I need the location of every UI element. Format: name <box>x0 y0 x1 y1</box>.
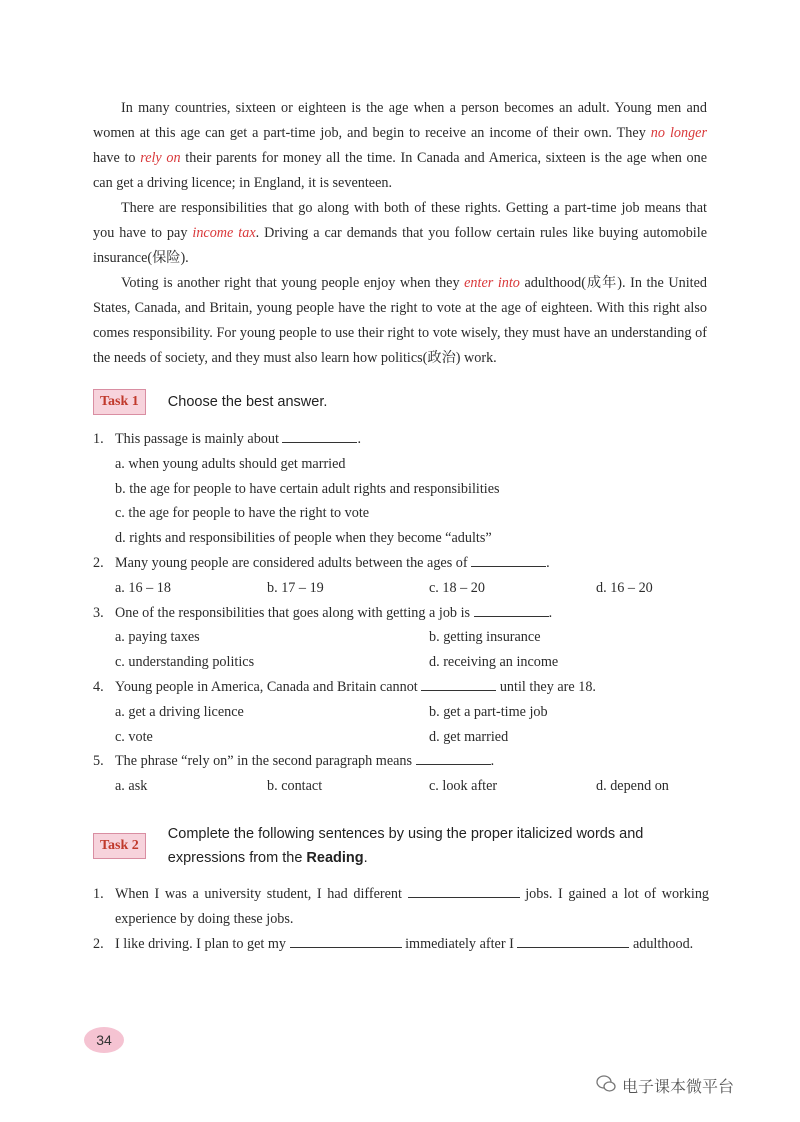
question-text: This passage is mainly about <box>115 431 279 447</box>
sentence-part: adulthood. <box>632 936 694 952</box>
highlight-income-tax: income tax <box>192 225 256 241</box>
answer-blank[interactable] <box>282 428 357 443</box>
task2-label: Task 2 <box>93 833 146 859</box>
question-number: 5. <box>93 753 104 770</box>
option-a[interactable]: a. ask <box>115 778 148 795</box>
options-row <box>93 625 713 650</box>
option-b[interactable]: b. contact <box>267 778 323 795</box>
answer-blank[interactable] <box>517 933 629 948</box>
task1-header <box>93 389 327 415</box>
task2-questions <box>93 882 709 957</box>
watermark <box>596 1074 734 1097</box>
option-b[interactable]: b. get a part-time job <box>429 703 548 720</box>
question-2 <box>93 551 713 576</box>
question-end: . <box>546 554 550 571</box>
sentence-part: I like driving. I plan to get my <box>115 936 287 952</box>
reading-paragraph-2 <box>93 196 707 271</box>
option-d[interactable]: d. 16 – 20 <box>596 579 653 596</box>
option-a[interactable]: a. paying taxes <box>115 629 200 646</box>
question-5 <box>93 749 713 774</box>
question-number: 2. <box>93 554 104 571</box>
task2-question-1 <box>93 882 709 932</box>
page-number: 34 <box>84 1027 124 1053</box>
answer-blank[interactable] <box>416 750 491 765</box>
question-1 <box>93 427 713 452</box>
options-row <box>93 725 713 750</box>
option-c[interactable]: c. vote <box>115 728 153 745</box>
text: their parents for money all the time. In Canada and America, sixteen is the age when one can get a driving licence; in England, it is seventeen. <box>93 150 708 191</box>
question-number: 2. <box>93 936 104 952</box>
question-number: 4. <box>93 678 104 695</box>
question-text: One of the responsibilities that goes along with getting a job is <box>115 604 471 621</box>
task1-label: Task 1 <box>93 389 146 415</box>
text: There are responsibilities that go along with both of these rights. Getting a part-time job means that you have to pay <box>93 200 707 241</box>
option-a[interactable]: a. when young adults should get married <box>115 455 346 472</box>
question-end: . <box>490 753 495 770</box>
instruction-end: . <box>363 850 368 866</box>
reading-paragraph-3 <box>93 271 707 371</box>
option-c[interactable]: c. look after <box>429 778 498 795</box>
sentence-part: When I was a university student, I had different <box>115 886 402 902</box>
answer-blank[interactable] <box>421 676 496 691</box>
question-end: until they are 18. <box>499 678 596 695</box>
option-b[interactable]: b. 17 – 19 <box>267 579 324 596</box>
question-text: Many young people are considered adults between the ages of <box>115 554 468 571</box>
sentence-part: jobs. I gained a lot of working experience by doing these jobs. <box>115 886 710 927</box>
task2-instruction <box>168 822 708 870</box>
option-a[interactable]: a. get a driving licence <box>115 703 244 720</box>
option-a[interactable]: a. 16 – 18 <box>115 579 171 596</box>
options-row <box>93 576 713 601</box>
instruction-bold: Reading <box>306 850 364 866</box>
option-d[interactable]: d. rights and responsibilities of people when they become “adults” <box>115 530 492 547</box>
options-row <box>93 774 713 799</box>
highlight-enter-into: enter into <box>464 275 520 291</box>
options-row <box>93 650 713 675</box>
text: Voting is another right that young people enjoy when they <box>121 275 465 291</box>
task2-question-2 <box>93 932 709 957</box>
question-text: Young people in America, Canada and Britain cannot <box>115 678 418 695</box>
option-d[interactable]: d. receiving an income <box>429 654 559 671</box>
text: . Driving a car demands that you follow certain rules like buying automobile insurance(保险). <box>93 225 707 266</box>
answer-blank[interactable] <box>474 602 549 617</box>
reading-passage <box>93 96 707 371</box>
text: In many countries, sixteen or eighteen is the age when a person becomes an adult. Young men and women at this age can get a part-time job, and begin to receive an income of their own. They <box>93 100 707 141</box>
highlight-rely-on: rely on <box>140 150 181 166</box>
highlight-no-longer: no longer <box>650 125 707 141</box>
question-4 <box>93 675 713 700</box>
question-number: 3. <box>93 604 104 621</box>
text: have to <box>93 150 141 166</box>
question-end: . <box>357 431 362 447</box>
task1-questions <box>93 427 713 799</box>
question-text: The phrase “rely on” in the second paragraph means <box>115 753 413 770</box>
question-number: 1. <box>93 886 104 902</box>
option-c[interactable]: c. the age for people to have the right to vote <box>115 505 370 522</box>
task1-instruction: Choose the best answer. <box>167 394 328 410</box>
question-end: . <box>548 604 553 621</box>
sentence-part: immediately after I <box>405 936 514 952</box>
option-d[interactable]: d. get married <box>429 728 509 745</box>
option-b[interactable]: b. getting insurance <box>429 629 541 646</box>
question-number: 1. <box>93 431 104 447</box>
option-c[interactable]: c. understanding politics <box>115 654 255 671</box>
instruction-text: Complete the following sentences by using the proper italicized words and expressions from the <box>167 826 644 866</box>
task2-header <box>93 822 708 870</box>
answer-blank[interactable] <box>408 883 520 898</box>
option-d[interactable]: d. depend on <box>596 778 669 795</box>
watermark-text: 电子课本微平台 <box>622 1077 735 1096</box>
option-c[interactable]: c. 18 – 20 <box>429 579 485 596</box>
options-row <box>93 700 713 725</box>
chat-bubble-icon <box>596 1075 616 1097</box>
option-b[interactable]: b. the age for people to have certain adult rights and responsibilities <box>115 480 500 497</box>
answer-blank[interactable] <box>471 552 546 567</box>
answer-blank[interactable] <box>290 933 402 948</box>
text: adulthood(成年). In the United States, Canada, and Britain, young people have the right to vote at the age of eighteen. With this right also comes responsibility. For young people to use their right to vote wisely, they must have an understanding of the needs of society, and they must also learn how politics(政治) work. <box>93 275 707 366</box>
question-3 <box>93 601 713 626</box>
reading-paragraph-1 <box>93 96 707 196</box>
